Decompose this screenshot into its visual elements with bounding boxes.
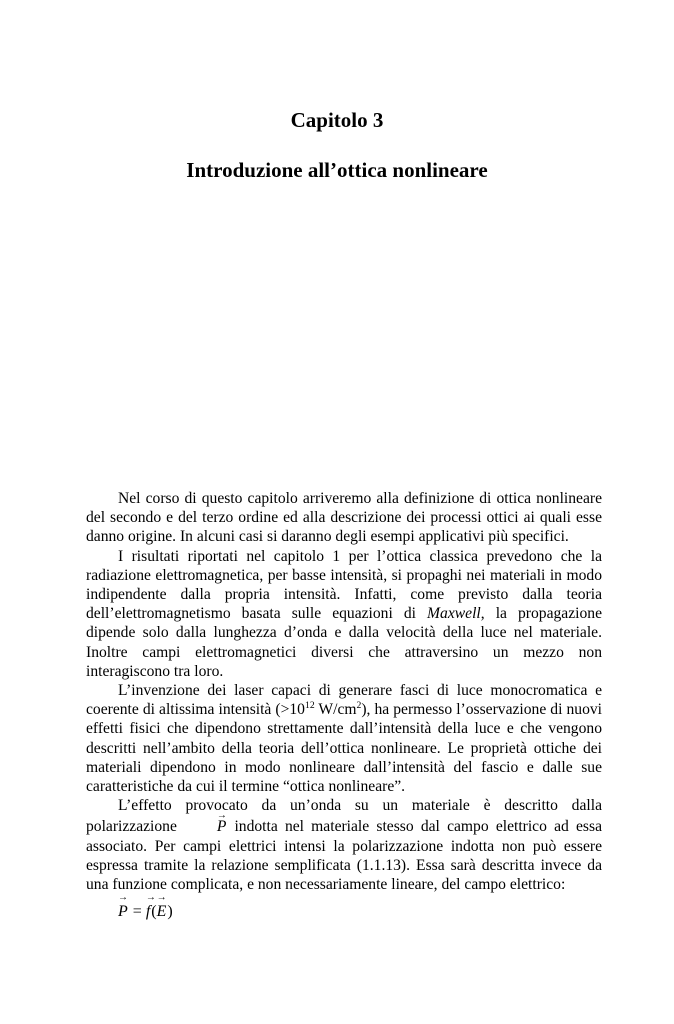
paragraph-3-text-b: W/cm (314, 701, 357, 719)
paragraph-4-text-a: L’effetto provocato da un’onda su un materiale è descritto dalla polarizzazione (86, 797, 602, 836)
chapter-label: Capitolo 3 (290, 108, 384, 132)
exponent-12: 12 (304, 700, 315, 712)
paragraph-3-text-c: ), ha permesso l’osservazione di nuovi effetti fisici che dipendono strettamente dall’intensità della luce e che vengono descritti nell’ambito della teoria dell’ottica nonlineare. Le proprietà ottiche dei materiali dipendono in modo nonlineare dall’intensità del fascio e dalle sue caratteristiche da cui il termine “ottica nonlineare”. (86, 701, 602, 796)
equation (118, 901, 173, 921)
equation-open-paren: ( (151, 903, 157, 920)
paragraph-4-text-b: indotta nel materiale stesso dal campo elettrico ad essa associato. Per campi elettrici intensi la polarizzazione indotta non può essere espressa tramite la relazione semplificata (1.1.13). Essa sarà descritta invece da una funzione complicata, e non necessariamente lineare, del campo elettrico: (86, 818, 602, 894)
equation-argument: → E (157, 901, 167, 921)
polarization-vector: → P (185, 815, 227, 836)
equation-equals: = (128, 903, 146, 920)
body-text (86, 489, 602, 894)
equation-close-paren: ) (167, 903, 173, 920)
paragraph-2-text-a: I risultati riportati nel capitolo 1 per l’ottica classica prevedono che la radiazione elettromagnetica, per basse intensità, si propaghi nei materiali in modo indipendente dalla propria intensità. Infatti, come previsto dalla teoria dell’elettromagnetismo basata sulle equazioni di (86, 547, 602, 623)
paragraph-2 (86, 547, 602, 681)
paragraph-1 (86, 489, 602, 547)
exponent-2: 2 (356, 700, 362, 712)
paragraph-3-text-a: L’invenzione dei laser capaci di generare fasci di luce monocromatica e coerente di altissima intensità (>10 (86, 682, 602, 719)
maxwell-emphasis: Maxwell (427, 605, 481, 623)
equation-lhs: → P (118, 901, 128, 921)
chapter-title: Introduzione all’ottica nonlineare (186, 158, 488, 182)
paragraph-4 (86, 796, 602, 894)
paragraph-2-text-b: , la propagazione dipende solo dalla lunghezza d’onda e dalla velocità della luce nel materiale. Inoltre campi elettromagnetici diversi che attraversino un mezzo non interagiscono tra loro. (86, 605, 602, 680)
equation-function: → f (146, 901, 150, 921)
paragraph-3 (86, 681, 602, 796)
paragraph-1-text: Nel corso di questo capitolo arriveremo alla definizione di ottica nonlineare del secondo e del terzo ordine ed alla descrizione dei processi ottici ai quali esse danno origine. In alcuni casi si daranno degli esempi applicativi più specifici. (86, 490, 602, 546)
